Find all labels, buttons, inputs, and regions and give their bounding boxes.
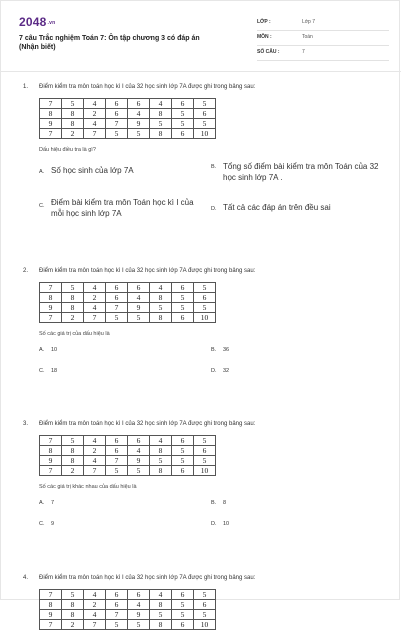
table-cell: 7 <box>40 590 62 600</box>
table-cell: 10 <box>194 620 216 630</box>
table-row <box>40 620 216 630</box>
table-cell: 2 <box>62 620 84 630</box>
table-cell: 4 <box>150 436 172 446</box>
option-letter: B. <box>211 500 217 506</box>
table-cell: 8 <box>40 600 62 610</box>
table-cell: 6 <box>128 283 150 293</box>
table-cell: 5 <box>62 590 84 600</box>
table-row <box>40 99 216 109</box>
question-stem <box>23 267 383 275</box>
table-cell: 5 <box>194 456 216 466</box>
option-d[interactable] <box>211 368 229 374</box>
option-b[interactable] <box>211 347 229 353</box>
table-cell: 6 <box>106 109 128 119</box>
option-c[interactable] <box>39 368 57 374</box>
option-text: 10 <box>51 347 58 353</box>
table-cell: 7 <box>40 620 62 630</box>
table-cell: 4 <box>128 293 150 303</box>
table-cell: 5 <box>172 303 194 313</box>
question-stem <box>23 574 383 582</box>
table-cell: 6 <box>106 293 128 303</box>
option-text: Điểm bài kiểm tra môn Toán học kì I của mỗi học sinh lớp 7A <box>51 198 194 218</box>
meta-value: 7 <box>302 49 305 55</box>
table-cell: 6 <box>172 466 194 476</box>
option-letter: D. <box>211 206 217 212</box>
table-cell: 9 <box>128 303 150 313</box>
table-cell: 5 <box>172 456 194 466</box>
table-cell: 5 <box>172 293 194 303</box>
meta-box <box>257 16 389 61</box>
table-row <box>40 446 216 456</box>
table-cell: 9 <box>40 119 62 129</box>
table-cell: 5 <box>194 99 216 109</box>
option-c[interactable] <box>39 521 54 527</box>
table-row <box>40 283 216 293</box>
question-prompt: Số các giá trị khác nhau của dấu hiệu là <box>39 484 137 490</box>
table-row <box>40 590 216 600</box>
table-cell: 7 <box>84 313 106 323</box>
score-table <box>39 282 216 323</box>
table-cell: 6 <box>172 590 194 600</box>
table-cell: 10 <box>194 129 216 139</box>
question-4 <box>23 574 383 630</box>
table-cell: 10 <box>194 313 216 323</box>
table-cell: 8 <box>40 293 62 303</box>
table-row <box>40 293 216 303</box>
score-table <box>39 435 216 476</box>
option-text: 9 <box>51 521 55 527</box>
option-text: 8 <box>223 500 227 506</box>
table-cell: 10 <box>194 466 216 476</box>
table-cell: 7 <box>40 283 62 293</box>
meta-key: MÔN : <box>257 34 272 40</box>
table-cell: 7 <box>106 610 128 620</box>
table-cell: 8 <box>40 446 62 456</box>
table-cell: 7 <box>106 456 128 466</box>
table-cell: 6 <box>106 283 128 293</box>
question-number: 1. <box>23 84 29 90</box>
option-letter: B. <box>211 347 217 353</box>
option-text: Tổng số điểm bài kiểm tra môn Toán của 32 học sinh lớp 7A . <box>223 162 379 182</box>
table-cell: 6 <box>106 600 128 610</box>
table-cell: 7 <box>40 99 62 109</box>
table-cell: 7 <box>106 303 128 313</box>
option-text: 7 <box>51 500 55 506</box>
table-cell: 7 <box>106 119 128 129</box>
option-c[interactable] <box>39 197 211 219</box>
table-cell: 5 <box>150 119 172 129</box>
table-cell: 6 <box>172 283 194 293</box>
option-b[interactable] <box>211 500 226 506</box>
table-cell: 5 <box>106 466 128 476</box>
table-cell: 8 <box>62 600 84 610</box>
table-cell: 5 <box>62 283 84 293</box>
question-prompt: Dấu hiệu điều tra là gì? <box>39 147 96 153</box>
option-a[interactable] <box>39 500 54 506</box>
table-cell: 5 <box>62 436 84 446</box>
option-letter: C. <box>39 521 45 527</box>
meta-key: SỐ CÂU : <box>257 49 280 55</box>
table-cell: 5 <box>194 283 216 293</box>
option-letter: D. <box>211 521 217 527</box>
table-cell: 6 <box>106 446 128 456</box>
option-letter: B. <box>211 164 217 170</box>
table-cell: 2 <box>84 109 106 119</box>
score-table <box>39 589 216 630</box>
option-b[interactable] <box>211 161 383 183</box>
table-cell: 5 <box>194 590 216 600</box>
table-cell: 9 <box>128 119 150 129</box>
question-text: Điểm kiểm tra môn toán học kì I của 32 học sinh lớp 7A được ghi trong bảng sau: <box>39 268 256 274</box>
table-cell: 8 <box>62 109 84 119</box>
table-cell: 4 <box>84 283 106 293</box>
question-number: 2. <box>23 268 29 274</box>
table-cell: 5 <box>106 129 128 139</box>
table-cell: 4 <box>128 600 150 610</box>
table-row <box>40 109 216 119</box>
option-a[interactable] <box>39 165 134 176</box>
option-a[interactable] <box>39 347 57 353</box>
table-cell: 7 <box>40 313 62 323</box>
table-cell: 6 <box>172 129 194 139</box>
table-cell: 4 <box>150 283 172 293</box>
option-d[interactable] <box>211 521 229 527</box>
table-cell: 5 <box>172 119 194 129</box>
table-cell: 2 <box>84 293 106 303</box>
table-cell: 4 <box>150 99 172 109</box>
table-cell: 7 <box>40 466 62 476</box>
table-cell: 5 <box>194 303 216 313</box>
question-number: 4. <box>23 575 29 581</box>
table-cell: 9 <box>40 303 62 313</box>
meta-value: Lớp 7 <box>302 19 316 25</box>
table-cell: 8 <box>150 446 172 456</box>
table-row <box>40 436 216 446</box>
table-cell: 5 <box>194 119 216 129</box>
worksheet-header <box>19 15 389 59</box>
table-cell: 6 <box>194 600 216 610</box>
table-cell: 8 <box>40 109 62 119</box>
table-cell: 5 <box>128 466 150 476</box>
table-cell: 8 <box>150 600 172 610</box>
question-text: Điểm kiểm tra môn toán học kì I của 32 học sinh lớp 7A được ghi trong bảng sau: <box>39 84 256 90</box>
table-cell: 5 <box>128 129 150 139</box>
table-cell: 4 <box>84 590 106 600</box>
option-text: 18 <box>51 368 58 374</box>
table-cell: 6 <box>106 99 128 109</box>
table-cell: 4 <box>84 610 106 620</box>
table-cell: 9 <box>128 456 150 466</box>
option-text: Số học sinh của lớp 7A <box>51 166 134 175</box>
table-cell: 8 <box>150 620 172 630</box>
answer-options <box>39 498 383 532</box>
option-letter: C. <box>39 368 45 374</box>
table-cell: 6 <box>194 293 216 303</box>
meta-row-class <box>257 16 389 31</box>
table-cell: 5 <box>172 610 194 620</box>
table-cell: 2 <box>62 129 84 139</box>
table-row <box>40 119 216 129</box>
table-cell: 4 <box>84 436 106 446</box>
option-letter: A. <box>39 347 45 353</box>
question-prompt: Số các giá trị của dấu hiệu là <box>39 331 110 337</box>
option-letter: D. <box>211 368 217 374</box>
meta-row-subject <box>257 31 389 46</box>
table-cell: 6 <box>128 590 150 600</box>
table-cell: 8 <box>150 109 172 119</box>
table-cell: 7 <box>40 129 62 139</box>
option-letter: A. <box>39 500 45 506</box>
table-cell: 6 <box>106 436 128 446</box>
table-cell: 8 <box>62 119 84 129</box>
table-cell: 7 <box>84 129 106 139</box>
table-cell: 2 <box>84 446 106 456</box>
answer-options <box>39 345 383 379</box>
table-cell: 7 <box>84 620 106 630</box>
table-cell: 5 <box>172 446 194 456</box>
question-3 <box>23 420 383 532</box>
question-text: Điểm kiểm tra môn toán học kì I của 32 học sinh lớp 7A được ghi trong bảng sau: <box>39 575 256 581</box>
table-cell: 5 <box>62 99 84 109</box>
table-cell: 5 <box>150 303 172 313</box>
table-row <box>40 610 216 620</box>
table-cell: 4 <box>84 99 106 109</box>
option-d[interactable] <box>211 202 331 213</box>
table-row <box>40 456 216 466</box>
table-cell: 7 <box>40 436 62 446</box>
table-cell: 2 <box>62 466 84 476</box>
table-cell: 7 <box>84 466 106 476</box>
table-cell: 8 <box>62 303 84 313</box>
table-cell: 4 <box>128 109 150 119</box>
score-table <box>39 98 216 139</box>
table-cell: 5 <box>172 109 194 119</box>
table-cell: 8 <box>62 610 84 620</box>
table-cell: 8 <box>62 293 84 303</box>
site-logo[interactable] <box>19 15 55 29</box>
option-text: 10 <box>223 521 230 527</box>
table-cell: 9 <box>128 610 150 620</box>
option-letter: C. <box>39 203 45 209</box>
table-cell: 6 <box>106 590 128 600</box>
table-cell: 4 <box>84 456 106 466</box>
question-stem <box>23 83 383 91</box>
meta-value: Toán <box>302 34 313 40</box>
table-cell: 8 <box>62 446 84 456</box>
document-title: 7 câu Trắc nghiệm Toán 7: Ôn tập chương 3 có đáp án (Nhận biết) <box>19 35 200 51</box>
question-stem <box>23 420 383 428</box>
table-cell: 9 <box>40 610 62 620</box>
question-1 <box>23 83 383 229</box>
table-cell: 2 <box>84 600 106 610</box>
table-row <box>40 600 216 610</box>
table-cell: 4 <box>128 446 150 456</box>
table-cell: 6 <box>172 436 194 446</box>
answer-options <box>39 161 383 229</box>
table-cell: 5 <box>106 313 128 323</box>
table-cell: 5 <box>194 436 216 446</box>
table-cell: 4 <box>84 303 106 313</box>
option-text: 32 <box>223 368 230 374</box>
table-cell: 6 <box>172 313 194 323</box>
table-cell: 8 <box>150 129 172 139</box>
option-text: 36 <box>223 347 230 353</box>
table-cell: 5 <box>150 610 172 620</box>
table-cell: 5 <box>150 456 172 466</box>
table-cell: 8 <box>150 313 172 323</box>
table-cell: 5 <box>106 620 128 630</box>
option-letter: A. <box>39 169 45 175</box>
table-cell: 6 <box>172 99 194 109</box>
question-number: 3. <box>23 421 29 427</box>
option-text: Tất cả các đáp án trên đều sai <box>223 203 331 212</box>
header-divider <box>1 71 401 72</box>
table-row <box>40 303 216 313</box>
table-cell: 8 <box>150 293 172 303</box>
meta-key: LỚP : <box>257 19 271 25</box>
table-cell: 5 <box>128 313 150 323</box>
table-row <box>40 313 216 323</box>
table-cell: 6 <box>128 436 150 446</box>
table-cell: 6 <box>194 446 216 456</box>
table-cell: 8 <box>62 456 84 466</box>
table-cell: 5 <box>128 620 150 630</box>
table-cell: 2 <box>62 313 84 323</box>
table-cell: 6 <box>194 109 216 119</box>
meta-row-count <box>257 46 389 61</box>
question-text: Điểm kiểm tra môn toán học kì I của 32 học sinh lớp 7A được ghi trong bảng sau: <box>39 421 256 427</box>
table-cell: 6 <box>172 620 194 630</box>
table-cell: 4 <box>150 590 172 600</box>
logo-domain: .vn <box>47 19 56 26</box>
table-row <box>40 466 216 476</box>
table-cell: 8 <box>150 466 172 476</box>
table-cell: 5 <box>194 610 216 620</box>
table-cell: 6 <box>128 99 150 109</box>
logo-text: 2048 <box>19 15 47 29</box>
table-row <box>40 129 216 139</box>
table-cell: 4 <box>84 119 106 129</box>
question-2 <box>23 267 383 379</box>
table-cell: 9 <box>40 456 62 466</box>
table-cell: 5 <box>172 600 194 610</box>
